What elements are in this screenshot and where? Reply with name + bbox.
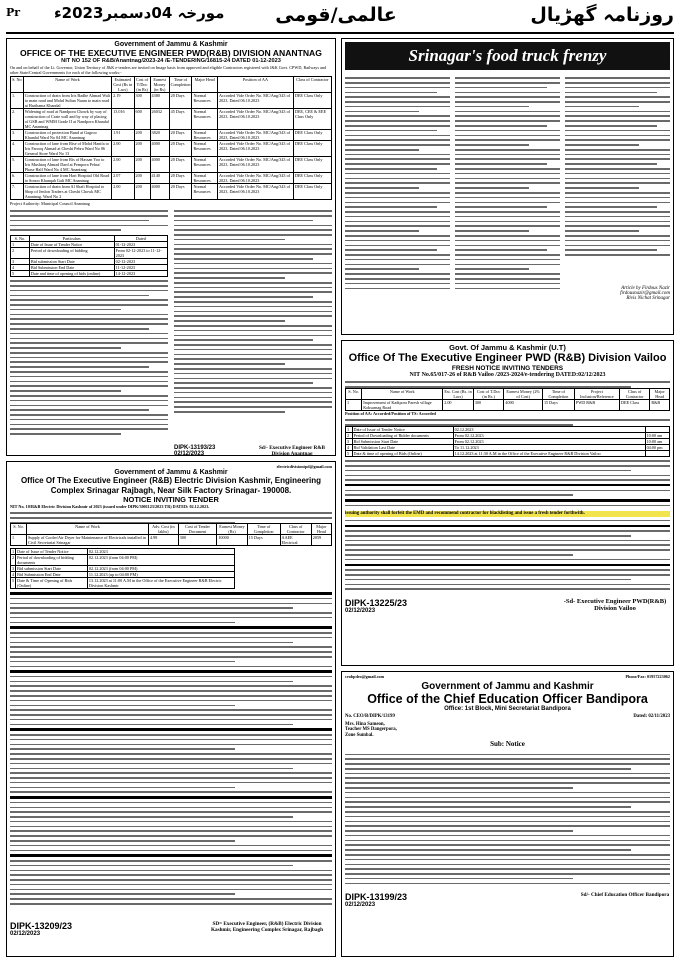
table-cell: 200 — [134, 141, 150, 157]
table-cell: 11-12-2023 — [114, 265, 167, 271]
signature-block: -Sd- Executive Engineer PWD(R&B) Division Vailoo — [563, 597, 667, 612]
table-cell: 2 — [346, 433, 353, 439]
office-heading: OFFICE OF THE EXECUTIVE ENGINEER PWD(R&B) DIVISION ANANTNAG — [20, 48, 322, 58]
table-header: Class of Contractor — [293, 77, 331, 93]
table-cell: Period of downloading of bidding documents — [16, 555, 88, 566]
table-cell: Normal Resources — [192, 173, 218, 184]
nit-number: NIT No.65/017-26 of R&B Vailoo /2023-2024/e-tendering DATED:02/12/2023 — [409, 372, 606, 378]
table-cell: 200 — [134, 173, 150, 184]
dipk-date: 02/12/2023 — [10, 931, 41, 937]
notice-ceo-bandipora — [341, 671, 674, 957]
table-cell: 300 — [473, 400, 504, 411]
table-row — [11, 173, 332, 184]
section-title: عالمی/قومی — [275, 4, 397, 26]
table-cell: 45 Days — [169, 109, 192, 130]
table-cell: 20 Days — [169, 141, 192, 157]
table-cell: 3. — [11, 130, 24, 141]
letter-date: Dated: 02/11/2023 — [633, 714, 670, 719]
table-cell: Accorded Vide Order No. MC/Ang/343 of 2023, Dated 06.10.2023 — [217, 173, 293, 184]
table-cell: 2059 — [311, 535, 331, 546]
intro-text: On and on behalf of the Lt. Governor, Union Territory of J&K e-tenders are invited on Image basis from approved and eligible Contractors registered with J&K Govt. CPWD, Railways and other State/Central Governments for each of the following works:- — [10, 65, 327, 75]
table-cell: 4 — [12, 572, 15, 577]
addressee-line: Zone Sumbal. — [345, 732, 374, 738]
table-row — [11, 141, 332, 157]
table-row — [11, 184, 332, 200]
table-cell: 1 — [346, 427, 353, 433]
table-cell: DEE Class Only — [293, 184, 331, 200]
government-heading: Government of Jammu & Kashmir — [114, 41, 228, 48]
table-cell: 2.00 — [112, 184, 134, 200]
table-cell: 4000 — [150, 184, 169, 200]
tender-notice-electric — [6, 461, 336, 957]
body-text — [10, 277, 168, 453]
dipk-number: DIPK-13193/23 — [174, 445, 216, 451]
table-cell: 4. — [11, 141, 24, 157]
table-cell: DEE Class Only — [293, 157, 331, 173]
dates-table — [10, 548, 235, 589]
office-heading: Office Of The Executive Engineer PWD (R&B) Division Vailoo — [348, 352, 667, 364]
nit-number: NIT NO 152 OF R&B/Anantnag/2023-24 /E-TENDERING/16815-24 DATED 01-12-2023 — [61, 58, 281, 64]
table-cell: 2.00 — [112, 141, 134, 157]
table-cell: Normal Resources — [192, 184, 218, 200]
table-cell: Bid Submission End Date — [16, 572, 88, 578]
table-cell: Date of Issue of Tender Notice — [352, 427, 453, 433]
position-text: Position of AA: Accorded/Position of TS: Accorded — [345, 411, 436, 416]
dipk-number: DIPK-13209/23 — [10, 921, 73, 931]
table-header: Dated — [114, 236, 167, 242]
government-heading: Government of Jammu & Kashmir — [114, 469, 228, 476]
table-cell: 4380 — [150, 93, 169, 109]
table-cell: 3 — [12, 566, 15, 571]
signature-block: Sd/- Chief Education Officer Bandipora — [580, 892, 670, 899]
table-header: Earnest Money (Rs) — [217, 524, 247, 535]
tender-notice-vailoo — [341, 340, 674, 666]
table-cell: 600 — [134, 109, 150, 130]
government-heading: Government of Jammu and Kashmir — [421, 681, 594, 692]
dipk-date: 02/12/2023 — [174, 451, 205, 456]
table-cell: 01-12-2023 — [114, 242, 167, 248]
table-cell: From 02.12.2023 — [453, 439, 645, 445]
table-cell: 4000 — [150, 141, 169, 157]
table-cell: 4 — [346, 445, 353, 451]
table-row — [11, 109, 332, 130]
table-header: Major Head — [311, 524, 331, 535]
table-cell: 6. — [11, 173, 24, 184]
table-cell: Bid Validation Last Date — [352, 445, 453, 451]
table-header: Class of Contractor — [619, 389, 649, 400]
notice-subtitle: NOTICE INVITING TENDER — [123, 495, 219, 504]
table-cell — [645, 451, 669, 457]
table-cell: Date & time of opening of Bids (Online) — [352, 451, 453, 457]
table-cell: 02-12-2023 — [114, 259, 167, 265]
table-cell: 20 Days — [169, 157, 192, 173]
article-credit: Rivis Nichat Srinagar — [626, 296, 670, 301]
works-table — [345, 388, 670, 411]
table-header-row — [346, 389, 670, 400]
table-cell: AAEE Electrical — [280, 535, 311, 546]
table-cell: 02.12.2023 (from 04:00 PM) — [87, 555, 235, 566]
table-header-row — [11, 524, 332, 535]
table-cell: Normal Resources — [192, 157, 218, 173]
table-cell: 2.00 — [112, 157, 134, 173]
table-cell: Construction of drain from Al Shafi Hospital to Shop of Jenlon Traders at Cheshi Chowk MC Anantnag. Ward No 2 — [23, 184, 111, 200]
table-cell: 1. — [11, 93, 24, 109]
table-cell: 04:00 pm — [645, 445, 669, 451]
table-row — [11, 130, 332, 141]
table-header: Position of AA — [217, 77, 293, 93]
contact-phone: Phone/Fax: 01957223062 — [625, 674, 670, 679]
table-cell: DEE Class Only — [293, 141, 331, 157]
dipk-date: 02/12/2023 — [345, 607, 376, 614]
table-cell: 11.12.2023 (up to 04:00 PM) — [87, 572, 235, 578]
table-cell: DEE Class Only — [293, 130, 331, 141]
table-cell: DEE Class Only — [293, 173, 331, 184]
table-cell: 2 — [11, 555, 16, 566]
body-text — [345, 378, 670, 388]
body-text — [345, 517, 670, 597]
table-header: Major Head — [650, 389, 670, 400]
body-text — [10, 589, 332, 919]
table-cell: From 02-12-2023 to 11-12-2023 — [114, 248, 167, 259]
table-cell: 20 Days — [169, 93, 192, 109]
office-heading: Office of the Chief Education Officer Bandipora — [367, 692, 648, 706]
table-header: Time of Completion — [169, 77, 192, 93]
table-cell: 2 — [11, 248, 30, 259]
table-header: Adv. Cost (in lakhs) — [149, 524, 179, 535]
table-cell: 2.07 — [112, 173, 134, 184]
works-table — [10, 523, 332, 546]
project-authority: Project Authority: Municipal Council Anantnag — [10, 201, 90, 206]
body-text — [345, 416, 670, 426]
table-cell: 4000 — [150, 157, 169, 173]
table-header: S. No — [11, 77, 24, 93]
table-cell: Period of downloading of bidding — [29, 248, 114, 259]
table-cell: Date of Issue of Tender Notice — [29, 242, 114, 248]
table-cell: 14-12-2023 — [114, 271, 167, 277]
article-column — [345, 74, 450, 324]
table-header: Class of Contractor — [280, 524, 311, 535]
table-cell: 2. — [11, 109, 24, 130]
table-cell: Accorded Vide Order No. MC/Ang/343 of 2023, Dated 06.10.2023 — [217, 184, 293, 200]
table-header: Earnest Money (in Rs) — [150, 77, 169, 93]
table-cell: Normal Resources — [192, 141, 218, 157]
table-cell: Accorded Vide Order No. MC/Ang/343 of 2023, Dated 06.10.2023 — [217, 130, 293, 141]
table-row — [11, 93, 332, 109]
body-text — [10, 207, 168, 235]
subject-line: Sub: Notice — [490, 740, 525, 749]
table-cell: R&B — [650, 400, 670, 411]
table-cell: To 11.12.2023 — [453, 445, 645, 451]
table-cell: Improvement of Kadipora Paresh village Koksarnag Road — [362, 400, 443, 411]
table-cell: 200 — [134, 130, 150, 141]
government-heading: Govt. Of Jammu & Kashmir (U.T) — [449, 343, 566, 352]
table-cell: Construction of lane from Hari Hospital Old Road to Sonoo Khanqah Gali MC Anantnag — [23, 173, 111, 184]
table-cell: DEE Class — [619, 400, 649, 411]
table-cell: 5 — [346, 451, 353, 457]
table-header: Cost of T/Doc (in Rs) — [135, 77, 149, 92]
table-header: Cost of T.Doc (in Rs.) — [473, 389, 504, 400]
table-cell: From 02.12.2023 — [453, 433, 645, 439]
table-header: Time of Completion — [247, 524, 280, 535]
table-cell: Date of Issue of Tender Notice — [16, 549, 88, 555]
addressee-line: Mrs. Hina Sameon, — [345, 721, 385, 727]
contact-email: ceobpdeo@gmail.com — [345, 674, 385, 679]
table-cell: 02.12.2023 — [453, 427, 645, 433]
body-text — [10, 509, 332, 523]
table-cell: 1 — [346, 400, 362, 411]
table-cell: Date and time of opening of bids (online) — [29, 271, 114, 277]
table-cell: Accorded Vide Order No. MC/Ang/343 of 2023, Dated 06.10.2023 — [217, 93, 293, 109]
paper-name: روزنامہ گھڑیال — [530, 4, 674, 26]
table-cell: 20 Days — [169, 184, 192, 200]
table-cell: 200 — [134, 184, 150, 200]
table-cell: 5 — [11, 271, 30, 277]
table-header: Project Inclusion/Reference — [574, 389, 619, 400]
highlighted-clause: issuing authority shall forfeit the EMD and recommend contractor for blacklisting and issue a fresh tender forthwith. — [345, 511, 670, 517]
table-cell: 4 — [11, 265, 30, 271]
table-cell: 02.12.2023 (from 04:00 PM) — [87, 566, 235, 572]
dates-table — [10, 235, 168, 277]
dipk-date: 02/12/2023 — [345, 902, 376, 909]
table-cell: 2.19 — [112, 93, 134, 109]
tender-notice-anantnag — [6, 38, 336, 456]
table-cell: Construction of protection Bund at Gagroo Khandal Ward No 04 MC Anantnag — [23, 130, 111, 141]
table-cell: 13.12.2023 at 11:00 A.M in the Office of the Executive Engineer R&B Electric Division Kashmir — [87, 578, 235, 589]
date-row — [11, 578, 235, 589]
table-cell: 15 Days — [542, 400, 574, 411]
table-cell: 10:00 am — [645, 439, 669, 445]
table-header: Cost of Tender Document — [178, 524, 217, 535]
table-header: Name of Work — [362, 389, 443, 400]
nit-number: NIT No. 10/R&B Electric Division Kashmir of 2023 (issued under DIPK/3001123/2023 TR) DATED: 02.12.2023. — [10, 504, 210, 509]
table-cell: 10000 — [217, 535, 247, 546]
table-cell: Accorded Vide Order No. MC/Ang/343 of 2023, Dated 06.10.2023 — [217, 157, 293, 173]
table-cell: 1 — [11, 535, 27, 546]
table-cell: Normal Resources — [192, 109, 218, 130]
table-header-row — [11, 77, 332, 93]
table-header: Estimated Cost (Rs in Lacs) — [113, 77, 133, 92]
table-cell: PWD R&B — [574, 400, 619, 411]
table-cell: 4000 — [504, 400, 543, 411]
body-text — [345, 457, 670, 511]
article-title: Srinagar's food truck frenzy — [345, 42, 670, 70]
table-cell: 4.98 — [149, 535, 179, 546]
table-cell: Bid Submission Start Date — [352, 439, 453, 445]
table-cell: 15 Days — [247, 535, 280, 546]
works-table — [10, 76, 332, 200]
table-header: S. No. — [346, 389, 362, 400]
table-cell: 02.12.2023 — [87, 549, 235, 555]
table-header: Time of Completion — [542, 389, 574, 400]
table-cell: Bid submission Start Date — [29, 259, 114, 265]
table-cell: Accorded Vide Order No. MC/Ang/343 of 2023, Dated 06.10.2023 — [217, 141, 293, 157]
article-column — [455, 74, 560, 324]
table-cell: 20 Days — [169, 130, 192, 141]
table-cell: Period of Downloading of Bidder documents — [352, 433, 453, 439]
table-cell: 5. — [11, 157, 24, 173]
table-header: S. No. — [11, 524, 27, 535]
table-row — [346, 400, 670, 411]
table-cell: Bid Submission End Date — [29, 265, 114, 271]
issue-date: مورخہ 04دسمبر2023ء — [54, 4, 225, 22]
body-text — [345, 750, 670, 890]
table-header: Major Head — [192, 77, 218, 93]
table-cell: 3820 — [150, 130, 169, 141]
reference-number: No. CEO/B/DIPK/13199 — [345, 714, 395, 719]
dipk-number: DIPK-13225/23 — [345, 597, 408, 608]
table-cell: 3 — [11, 259, 30, 265]
table-cell: 1 — [11, 242, 30, 248]
masthead — [6, 4, 674, 34]
dipk-number: DIPK-13199/23 — [345, 892, 408, 903]
table-cell: Construction of lane from Rise of Mohd Hanifa to Iris Farooq Ahmad at Cheshi Pehra Ward No 06 General Store Ward No 13 — [23, 141, 111, 157]
food-truck-article — [341, 38, 674, 335]
addressee-line: Teacher MS Dangerpora, — [345, 727, 397, 733]
date-row — [11, 271, 168, 277]
dates-table — [345, 426, 670, 457]
article-email: firdousnazir@gmail.com — [620, 291, 670, 296]
table-row — [11, 157, 332, 173]
article-author: Article by Firdous Nazir — [621, 286, 670, 291]
table-cell: Supply of Cooler/Air Dryer for Maintenance of Electricals installed in Civil Secretariat Srinagar — [27, 535, 149, 546]
table-cell: DEE, CEE & EEE Class Only — [293, 109, 331, 130]
table-cell: DEE Class Only — [293, 93, 331, 109]
article-column — [565, 74, 670, 286]
table-cell: 14.12.2023 at 11:30 A.M in the Office of the Executive Engineer R&B Division Vailoo — [453, 451, 645, 457]
signature-block: SD= Executive Engineer, (R&B) Electric Division Kashmir, Engineering Complex Srinagar, Rajbagh — [210, 921, 324, 933]
body-text — [174, 207, 332, 443]
table-cell: 1.91 — [112, 130, 134, 141]
table-cell: 10:00 am — [645, 433, 669, 439]
table-cell: 13.016 — [112, 109, 134, 130]
table-cell: 1 — [12, 549, 15, 554]
table-cell: 300 — [178, 535, 217, 546]
table-cell: 20 Days — [169, 173, 192, 184]
table-cell: Bid submission Start Date — [16, 566, 88, 572]
table-cell: Construction of drain from Iris Badhe Ahmad Wali to main road and Mohd Sultan Naam to main road at Harihama Khandal — [24, 93, 111, 108]
office-subheading: Office: 1st Block, Mini Secretariat Bandipora — [444, 706, 571, 712]
table-header: Particulars — [29, 236, 114, 242]
table-cell: Normal Resources — [192, 130, 218, 141]
page-number: Pr — [6, 6, 21, 19]
notice-subtitle: FRESH NOTICE INVITING TENDERS — [451, 365, 564, 372]
table-header: Est. Cost (Rs. in Lacs) — [444, 389, 472, 399]
date-row — [11, 555, 235, 566]
signature-block: Sd/- Executive Engineer R&B Division Anantnag — [258, 445, 326, 456]
contact-email: electricdivisiontpd@gmail.com — [276, 464, 332, 469]
table-cell: Normal Resources — [192, 93, 218, 109]
table-header: Earnest Money (2% of Cost) — [504, 389, 543, 400]
table-cell: 2.00 — [443, 400, 474, 411]
table-cell: 300 — [134, 93, 150, 109]
table-cell: 26032 — [150, 109, 169, 130]
office-heading: Office Of The Executive Engineer (R&B) Electric Division Kashmir, Engineering Complex Srinagar Rajbagh, Near Silk Factory Srinagar- 190008. — [20, 476, 322, 495]
table-cell: Date & Time of Opening of Bids (Online) — [16, 578, 88, 589]
date-row — [11, 248, 168, 259]
table-cell: 3 — [346, 439, 353, 445]
table-row — [11, 535, 332, 546]
table-header: Name of Work — [27, 524, 149, 535]
table-cell: 4140 — [150, 173, 169, 184]
table-cell: 200 — [134, 157, 150, 173]
table-cell: 5 — [11, 578, 16, 589]
table-cell: Construction of lane from Ris of Hassan Yoo to Iris Mushtaq Ahmad Dard at Pempora Pehra/ Phase Hall Ward No 4 MC Anantnag — [23, 157, 111, 173]
date-row — [346, 451, 670, 457]
table-cell: 7. — [11, 184, 24, 200]
addressee — [345, 722, 670, 739]
table-cell: Accorded Vide Order No. MC/Ang/343 of 2023, Dated 06.10.2023 — [217, 109, 293, 130]
table-header: Name of Work — [23, 77, 111, 93]
table-header: S. No. — [11, 236, 30, 242]
table-cell: Widening of road at Nandpora Chowk by way of construction of Crate wall and by way of placing of GSB and WMM Grade II at Nandpora Khandal MC Anantnag — [23, 109, 111, 130]
